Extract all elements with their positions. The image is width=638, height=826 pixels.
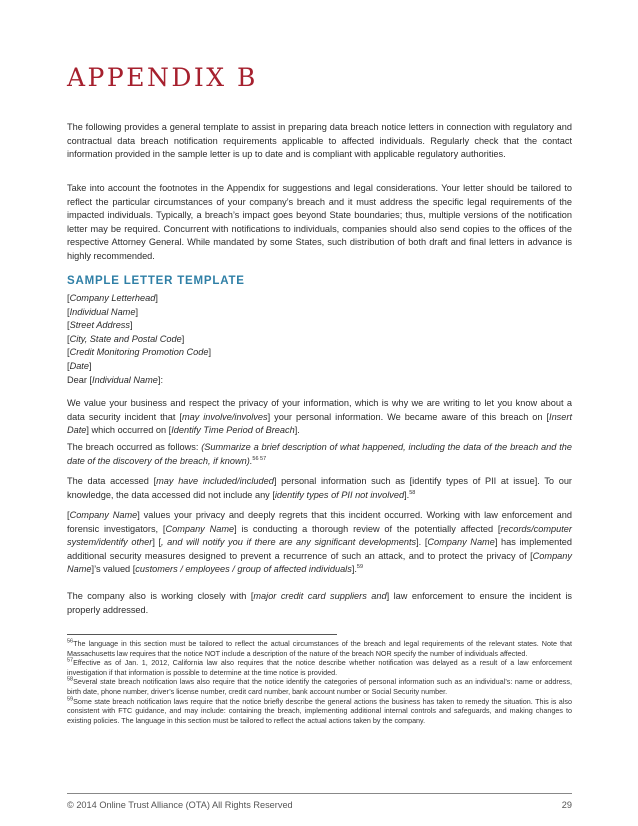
footnote-ref: 59 — [356, 564, 364, 571]
letter-paragraph-2: The breach occurred as follows: (Summarize a brief description of what happened, including the data of the breach and the date of the discovery of the breach, if known).$^{56 57}$ — [67, 442, 572, 466]
salutation: Dear [Individual Name]: — [67, 374, 164, 385]
footnote: $^{58}$Several state breach notification laws also require that the notice identify the categories of personal information such as an individual’s: name or address, birth date, phone number, driver’s license number, credit card number, bank account number or Social Security number. — [67, 676, 572, 696]
letter-paragraph-1: We value your business and respect the privacy of your information, which is why we are writing to let you know about a data security incident that [may involve/involves] your personal information. We became aware of this breach on [Insert Date] which occurred on [Identify Time Period of Breach]. — [67, 398, 572, 436]
footnote: $^{56}$The language in this section must be tailored to reflect the actual circumstances of the breach and legal requirements of the relevant states. Note that Massachusetts law requires that the notice NOT include a description of the nature of the breach NOR specify the number of individuals affected. — [67, 638, 572, 658]
address-line: [Company Letterhead] — [67, 293, 158, 303]
footnote-ref: 56 57 — [252, 455, 267, 462]
footnote-ref: 58 — [409, 489, 416, 496]
intro-text: The following provides a general template to assist in preparing data breach notice letters in connection with regulatory and contractual data breach notification requirements applicable to affected individuals. Regularly check that the contact information provided in the sample letter is up to date and is compliant with applicable regulatory authorities. — [67, 122, 572, 160]
address-line: [Credit Monitoring Promotion Code] — [67, 347, 212, 358]
address-line: [City, State and Postal Code] — [67, 333, 185, 344]
intro-paragraph-1 — [67, 121, 572, 162]
section-heading: SAMPLE LETTER TEMPLATE — [67, 275, 245, 287]
letter-paragraph-5: The company also is working closely with [major credit card suppliers and] law enforcement to ensure the incident is properly addressed. — [67, 591, 572, 615]
letter-paragraph-4: [Company Name] values your privacy and deeply regrets that this incident occurred. Working with law enforcement and forensic investigators, [Company Name] is conducting a thorough review of the potentially affected [records/computer system/identify other] [, and will notify you if there are any significant developments]. [Company Name] has implemented additional security measures designed to prevent a recurrence of such an attack, and to protect the privacy of [Company Name]’s valued [customers / employees / group of affected individuals].$^{59}$ — [67, 510, 572, 575]
date-line: [Date] — [67, 361, 92, 371]
address-line: [Individual Name] — [67, 306, 139, 317]
letter-paragraph-3: The data accessed [may have included/included] personal information such as [identify types of PII at issue]. To our knowledge, the data accessed did not include any [identify types of PII not involved].$^{58}$ — [67, 476, 572, 500]
footnote: $^{57}$Effective as of Jan. 1, 2012, California law also requires that the notice describe whether notification was delayed as a result of a law enforcement investigation if that information is possible to determine at the time notice is provided. — [67, 657, 572, 677]
intro-text: Take into account the footnotes in the Appendix for suggestions and legal considerations. Your letter should be tailored to reflect the particular circumstances of your company’s breach and it must address the specific legal requirements of the impacted individuals. Typically, a breach’s impact goes beyond State boundaries; thus, multiple versions of the notification letter may be required. Concurrent with notifications to individuals, companies should also send copies to the offices of the respective Attorney General. While mandated by some States, such distribution of both draft and final letters in advance is highly recommended. — [67, 183, 572, 261]
address-line: [Street Address] — [67, 320, 133, 331]
page-number: 29 — [561, 800, 572, 810]
page-title: APPENDIX B — [67, 63, 258, 92]
footer-divider — [67, 793, 572, 794]
footnotes — [67, 639, 572, 725]
address-block — [67, 292, 572, 360]
footer-copyright: © 2014 Online Trust Alliance (OTA) All Rights Reserved — [67, 800, 293, 810]
footnote: $^{59}$Some state breach notification laws require that the notice briefly describe the general actions the business has taken to remedy the situation. This is also consistent with FTC guidance, and may include: containing the breach, implementing additional internal controls and safeguards, and making changes to existing policies. The language in this section must be tailored to reflect the actual actions taken by the company. — [67, 696, 572, 725]
footnote-divider — [67, 634, 337, 635]
intro-paragraph-2 — [67, 182, 572, 264]
greeting-block — [67, 360, 572, 387]
